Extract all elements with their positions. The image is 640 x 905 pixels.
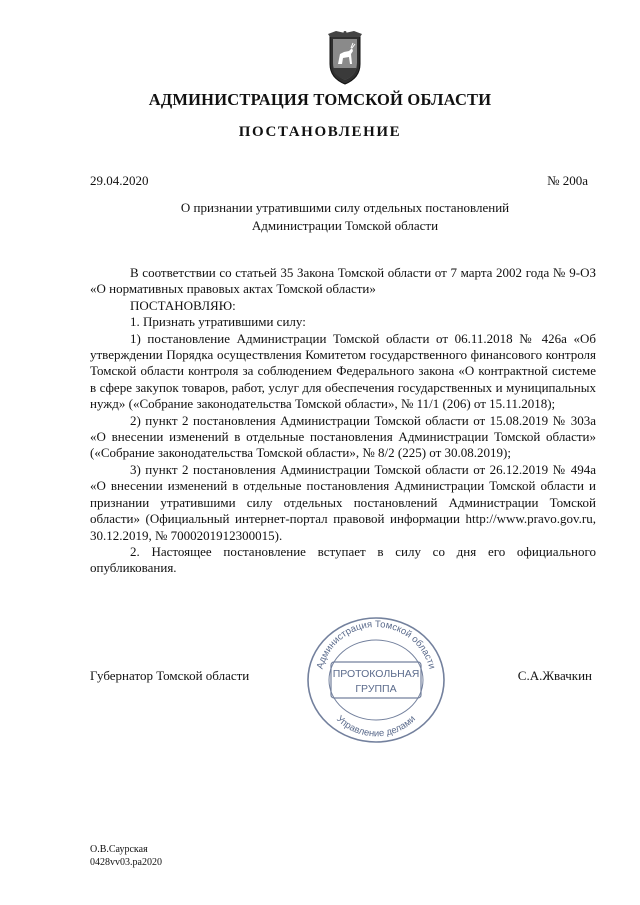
item-1-heading: 1. Признать утратившими силу:: [130, 314, 306, 330]
document-date: 29.04.2020: [90, 173, 149, 188]
document-type-title: ПОСТАНОВЛЕНИЕ: [238, 124, 402, 140]
stamp-center-line: ГРУППА: [355, 683, 397, 695]
round-seal-stamp-icon: [301, 612, 451, 744]
preamble-paragraph: В соответствии со статьей 35 Закона Томской области от 7 марта 2002 года № 9-ОЗ «О нормативных правовых актах Томской области»: [90, 265, 596, 297]
stamp-ring-bottom-text: Управление делами: [334, 713, 418, 740]
document-body: [90, 265, 596, 577]
organization-title: АДМИНИСТРАЦИЯ ТОМСКОЙ ОБЛАСТИ: [148, 90, 492, 109]
item-2-paragraph: 2. Настоящее постановление вступает в силу со дня его официального опубликования.: [90, 543, 596, 576]
executor-block: [90, 843, 162, 869]
stamp-center-line: ПРОТОКОЛЬНАЯ: [332, 668, 420, 680]
resolve-word: ПОСТАНОВЛЯЮ:: [130, 297, 236, 313]
subject-line: Администрации Томской области: [251, 218, 439, 233]
signer-name: С.А.Жвачкин: [517, 668, 592, 683]
signer-role: Губернатор Томской области: [90, 668, 250, 683]
item-1-1-paragraph: 1) постановление Администрации Томской области от 06.11.2018 № 426а «Об утверждении Порядка осуществления Комитетом государственного финансового контроля Томской области контроля за соблюдением Федерального закона «О контрактной системе в сфере закупок товаров, работ, услуг для обеспечения государственных и муниципальных нужд» («Собрание законодательства Томской области», № 11/1 (206) от 15.11.2018);: [90, 330, 596, 412]
item-1-3-paragraph: 3) пункт 2 постановления Администрации Томской области от 26.12.2019 № 494а «О внесении изменений в отдельные постановления Администрации Томской области и признании утратившими силу отдельных постановлений Администрации Томской области» (Официальный интернет-портал правовой информации http://www.pravo.gov.ru, 30.12.2019, № 7000201912300015).: [90, 461, 596, 543]
document-number: № 200а: [547, 173, 588, 188]
stamp-ring-top-text: Администрация Томской области: [314, 618, 438, 671]
executor-name: О.В.Саурская: [90, 844, 148, 855]
subject-line: О признании утратившими силу отдельных постановлений: [180, 200, 510, 215]
tomsk-coat-of-arms-icon: [322, 30, 368, 86]
executor-code: 0428vv03.pa2020: [90, 857, 162, 868]
item-1-2-paragraph: 2) пункт 2 постановления Администрации Томской области от 15.08.2019 № 303а «О внесении изменений в отдельные постановления Администрации Томской области» («Собрание законодательства Томской области», № 8/2 (225) от 30.08.2019);: [90, 412, 596, 461]
document-subject: [140, 199, 550, 235]
